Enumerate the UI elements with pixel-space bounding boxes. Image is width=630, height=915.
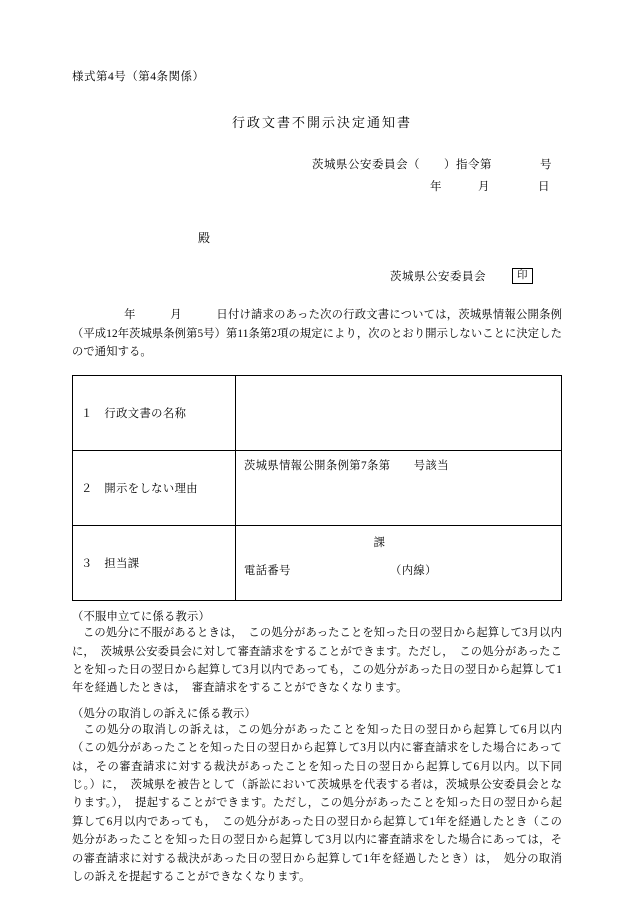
section-name-field: 課 [373,537,386,550]
issuer-number-line: 茨城県公安委員会（ ）指令第 号 [312,159,552,171]
telephone-field [244,562,553,578]
issuer-name: 茨城県公安委員会 [390,270,486,283]
extension-label: （内線） [390,565,437,578]
row-value-reason: 茨城県情報公開条例第7条第 号該当 [236,451,562,526]
row-label-document-name: １ 行政文書の名称 [73,376,236,451]
form-number: 様式第4号（第4条関係） [72,71,205,83]
telephone-label: 電話番号 [244,565,291,578]
notice-litigation-content: この処分の取消しの訴えは，この処分があったことを知った日の翌日から起算して6月以内（この処分があったことを知った日の翌日から起算して3月以内に審査請求をした場合にあっては，その審査請求に対する裁決があったことを知った日の翌日から起算して6月以内。以下同じ。）に， 茨城県を被告として（訴訟において茨城県を代表する者は，茨城県公安委員会となります。）， 提起することができます。ただし，この処分があったことを知った日の翌日から起算して6月以内であっても， この処分があった日の翌日から起算して1年を経過したとき（この処分があったことを知った日の翌日から起算して3月以内に審査請求をした場合にあっては，その審査請求に対する裁決があった日の翌日から起算して1年を経過したとき）は， 処分の取消しの訴えを提起することができなくなります。 [72,723,562,883]
notice-text-appeal [72,624,562,698]
addressee-line: 殿 [198,230,212,245]
row-value-document-name [236,376,562,451]
notice-heading-litigation: （処分の取消しの訴えに係る教示） [72,707,256,720]
seal-stamp: 印 [512,268,533,285]
document-title: 行政文書不開示決定通知書 [231,115,412,130]
issuer-number-block [72,155,562,199]
notice-appeal-content: この処分に不服があるときは， この処分があったことを知った日の翌日から起算して3月以内に， 茨城県公安委員会に対して審査請求をすることができます。ただし， この処分があったことを知った日の翌日から起算して3月以内であっても，この処分があった日の翌日から起算して1年を経過したときは， 審査請求をすることができなくなります。 [72,627,562,695]
intro-text: 年 月 日付け請求のあった次の行政文書については，茨城県情報公開条例（平成12年茨城県条例第5号）第11条第2項の規定により，次のとおり開示しないことに決定したので通知する。 [72,309,562,358]
row-label-reason: ２ 開示をしない理由 [73,451,236,526]
intro-paragraph [72,306,562,361]
decision-table [72,375,562,601]
issue-date-line: 年 月 日 [430,180,550,193]
table-row [73,451,562,526]
notice-text-litigation [72,721,562,887]
table-row [73,376,562,451]
row-label-section: ３ 担当課 [73,526,236,601]
row-value-section [236,526,562,601]
section-contact-block [244,534,553,592]
issuer-block [72,268,562,285]
notice-heading-appeal: （不服申立てに係る教示） [72,611,210,624]
table-row [73,526,562,601]
